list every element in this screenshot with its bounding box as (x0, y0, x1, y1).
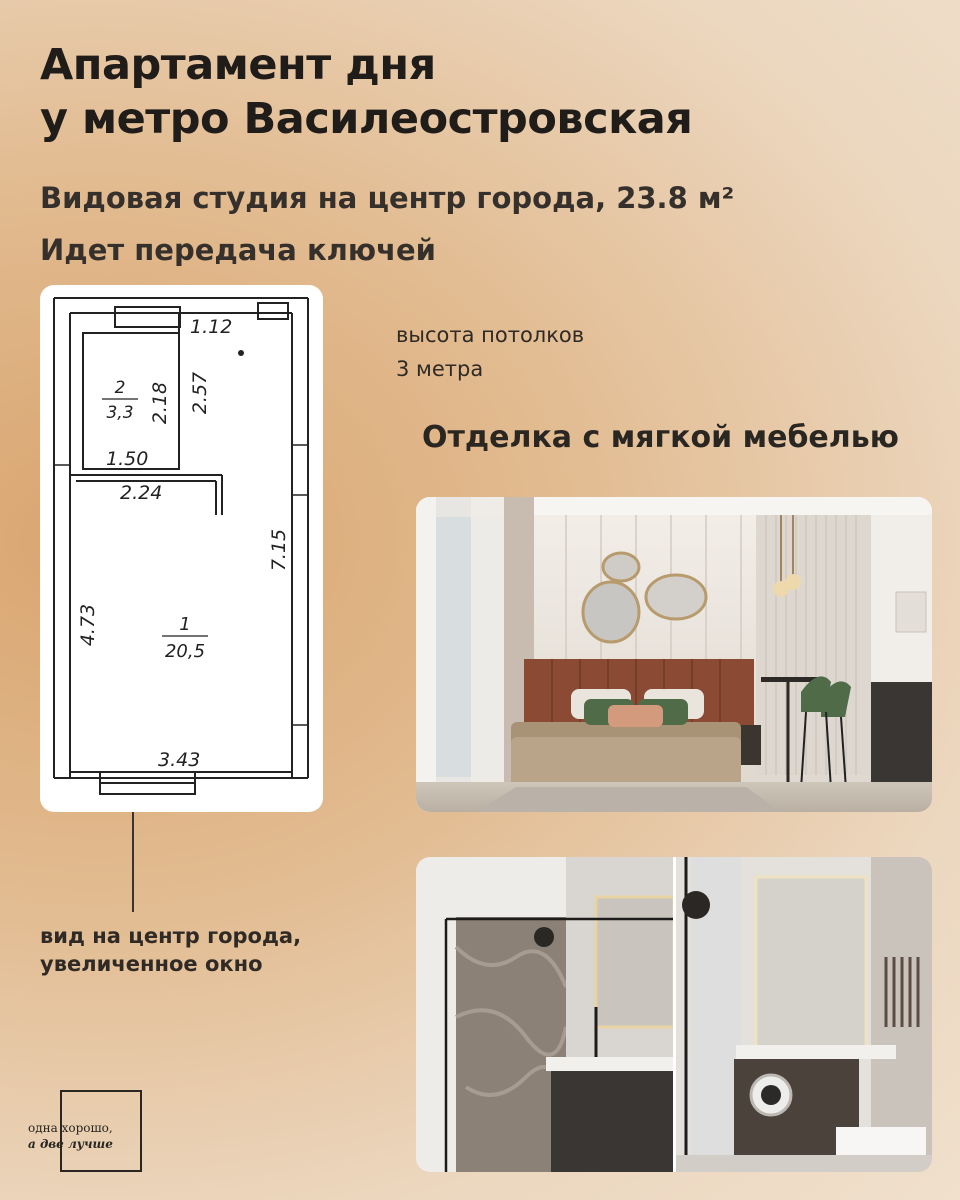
logo-line-1: одна хорошо, (28, 1121, 113, 1135)
bedroom-photo (416, 497, 932, 812)
page-title (40, 38, 692, 146)
ceiling-line-1: высота потолков (396, 323, 585, 347)
subtitle-line-1: Видовая студия на центр города, 23.8 м² (40, 181, 735, 215)
room-area: 20,5 (164, 641, 206, 662)
title-line-1: Апартамент дня (40, 40, 436, 90)
dim-left-h: 4.73 (77, 603, 99, 647)
title-line-2: у метро Василеостровская (40, 94, 693, 144)
dim-bottom-w: 3.43 (158, 749, 201, 771)
dim-bath-outer-h: 2.57 (189, 371, 211, 415)
window-pointer-line (132, 812, 134, 912)
finish-label: Отделка с мягкой мебелью (422, 420, 899, 455)
view-note (40, 922, 301, 978)
view-note-line-2: увеличенное окно (40, 952, 263, 976)
view-note-line-1: вид на центр города, (40, 924, 302, 948)
ceiling-line-2: 3 метра (396, 357, 484, 381)
dim-right-h: 7.15 (268, 528, 290, 572)
logo (28, 1120, 113, 1152)
logo-line-2: а две лучше (28, 1137, 113, 1151)
bath-area: 3,3 (106, 403, 134, 423)
bath-number: 2 (114, 378, 126, 398)
ceiling-label (396, 318, 584, 386)
dim-bath-w: 1.50 (106, 448, 149, 470)
subtitle-line-2: Идет передача ключей (40, 233, 436, 267)
dim-bath-inner-h: 2.18 (149, 381, 171, 425)
dim-hall-w: 2.24 (120, 482, 163, 504)
room-number: 1 (179, 614, 191, 635)
floor-plan (40, 285, 323, 812)
bathroom-photos (416, 857, 932, 1172)
dim-top: 1.12 (190, 316, 233, 338)
